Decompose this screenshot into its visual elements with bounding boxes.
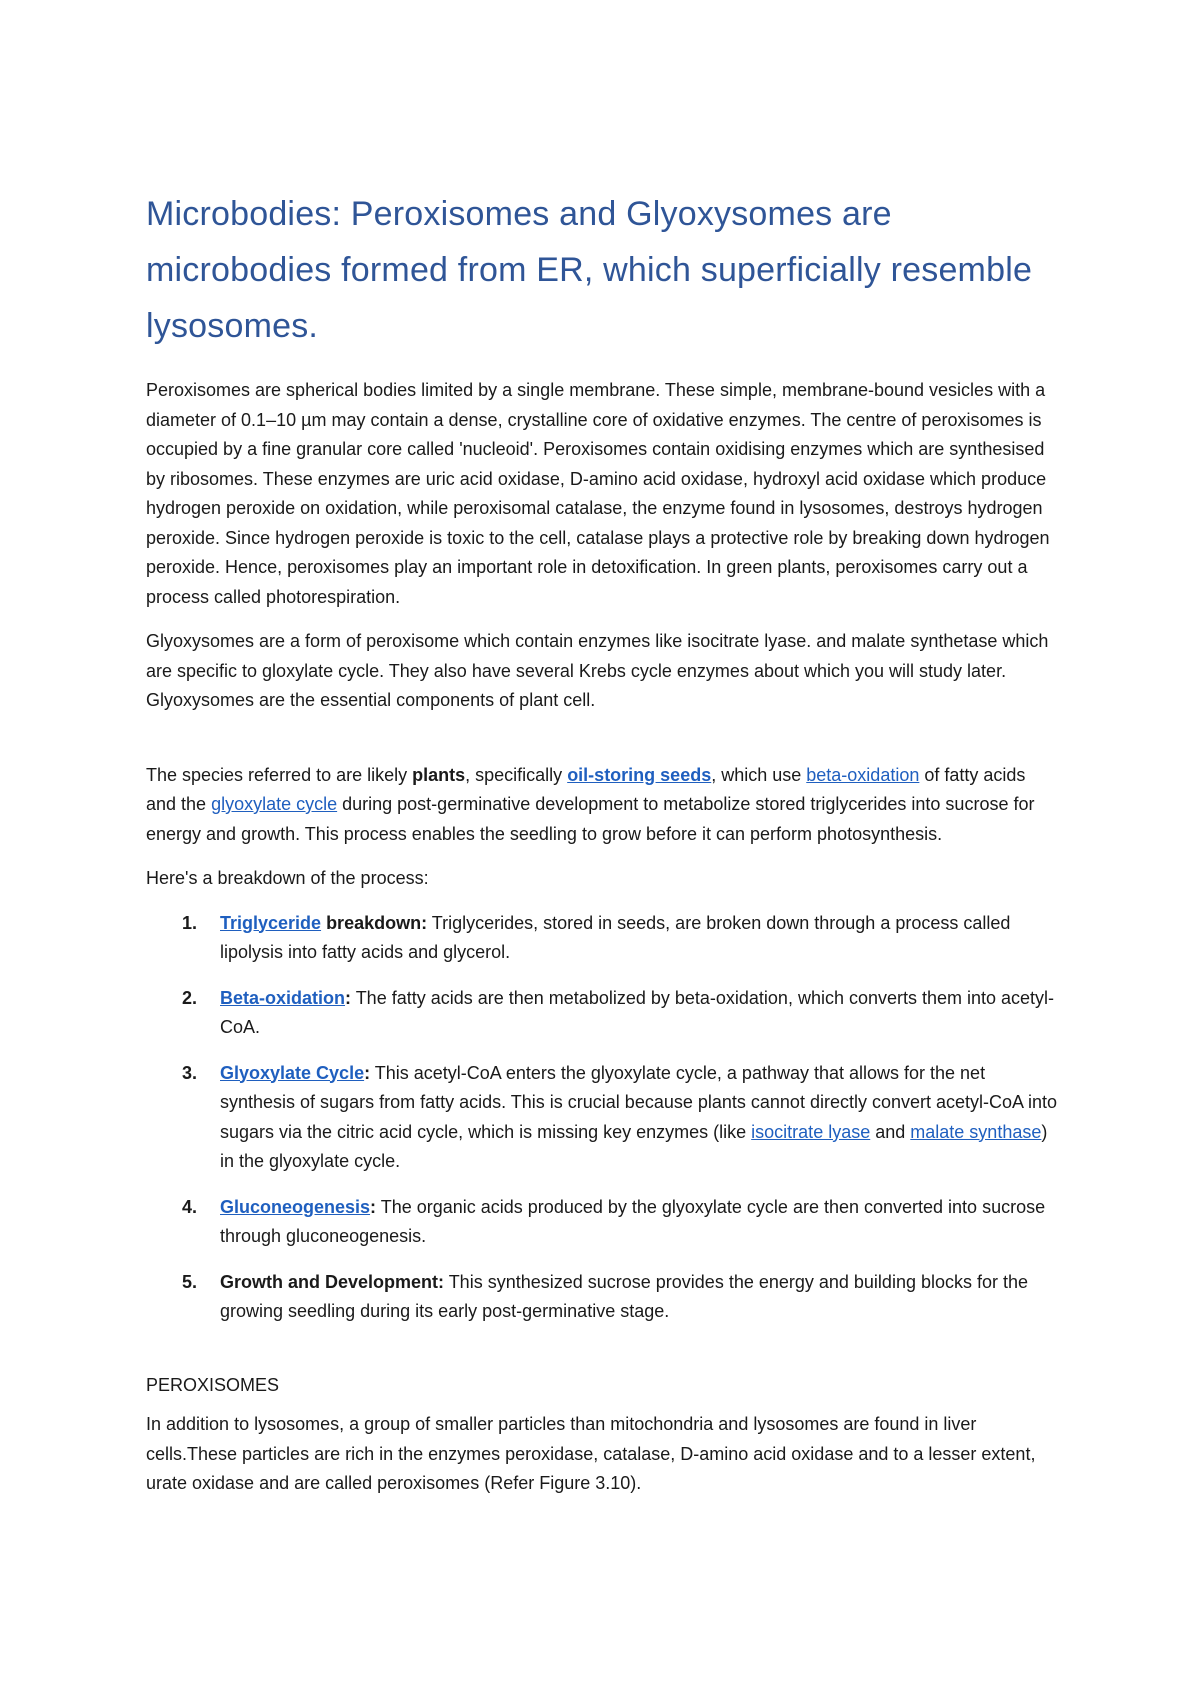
link-glyoxylate-cycle-step[interactable]: Glyoxylate Cycle	[220, 1062, 365, 1083]
step-text: ) in the glyoxylate cycle.	[220, 1121, 1048, 1171]
link-triglyceride[interactable]: Triglyceride	[220, 912, 322, 933]
link-glyoxylate-cycle[interactable]: glyoxylate cycle	[211, 794, 338, 814]
list-number: 1.	[182, 912, 198, 933]
bold-label: :	[370, 1196, 377, 1217]
bold-label: :	[364, 1062, 371, 1083]
link-malate-synthase[interactable]: malate synthase	[910, 1121, 1042, 1142]
step-text: This acetyl-CoA enters the glyoxylate cycle, a pathway that allows for the net synthesis of sugars from fatty acids. This is crucial because plants cannot directly convert acetyl-CoA into sugars via the citric acid cycle, which is missing key enzymes (like	[220, 1062, 1058, 1142]
list-item	[146, 984, 1060, 1043]
link-beta-oxidation-step[interactable]: Beta-oxidation	[220, 987, 346, 1008]
text-fragment: , specifically	[465, 764, 568, 785]
text-fragment: during post-germinative development to metabolize stored triglycerides into sucrose for energy and growth. This process enables the seedling to grow before it can perform photosynthesis.	[146, 794, 1035, 844]
text-fragment: , which use	[711, 764, 807, 785]
section-heading-peroxisomes: PEROXISOMES	[146, 1374, 280, 1395]
paragraph-glyoxysomes: Glyoxysomes are a form of peroxisome which contain enzymes like isocitrate lyase. and malate synthetase which are specific to gloxylate cycle. They also have several Krebs cycle enzymes about which you will study later. Glyoxysomes are the essential components of plant cell.	[146, 631, 1049, 710]
link-isocitrate-lyase[interactable]: isocitrate lyase	[751, 1121, 871, 1142]
list-item	[146, 1059, 1060, 1177]
list-number: 2.	[182, 987, 198, 1008]
document-page	[146, 186, 1060, 1514]
bold-label: Growth and Development:	[220, 1271, 445, 1292]
step-text: and	[870, 1121, 911, 1142]
spacer	[146, 731, 1060, 761]
paragraph-breakdown-intro: Here's a breakdown of the process:	[146, 868, 429, 888]
list-number: 3.	[182, 1062, 198, 1083]
list-item	[146, 909, 1060, 968]
paragraph-species	[146, 761, 1060, 850]
step-text: The fatty acids are then metabolized by beta-oxidation, which converts them into acetyl-CoA.	[220, 987, 1055, 1037]
text-fragment: The species referred to are likely	[146, 764, 413, 785]
step-text: This synthesized sucrose provides the energy and building blocks for the growing seedling during its early post-germinative stage.	[220, 1271, 1029, 1321]
bold-label: :	[345, 987, 352, 1008]
list-item	[146, 1268, 1060, 1327]
link-beta-oxidation[interactable]: beta-oxidation	[806, 764, 920, 785]
list-number: 4.	[182, 1196, 198, 1217]
step-text: The organic acids produced by the glyoxylate cycle are then converted into sucrose through gluconeogenesis.	[220, 1196, 1046, 1246]
link-gluconeogenesis[interactable]: Gluconeogenesis	[220, 1196, 371, 1217]
link-oil-storing-seeds[interactable]: oil-storing seeds	[567, 764, 712, 785]
paragraph-liver-peroxisomes: In addition to lysosomes, a group of smaller particles than mitochondria and lysosomes are found in liver cells.These particles are rich in the enzymes peroxidase, catalase, D-amino acid oxidase and to a lesser extent, urate oxidase and are called peroxisomes (Refer Figure 3.10).	[146, 1414, 1036, 1493]
process-steps-list	[146, 909, 1060, 1327]
step-text: Triglycerides, stored in seeds, are broken down through a process called lipolysis into fatty acids and glycerol.	[220, 912, 1011, 962]
bold-plants: plants	[412, 764, 466, 785]
page-title: Microbodies: Peroxisomes and Glyoxysomes are microbodies formed from ER, which superficially resemble lysosomes.	[146, 195, 1033, 345]
paragraph-peroxisomes: Peroxisomes are spherical bodies limited by a single membrane. These simple, membrane-bound vesicles with a diameter of 0.1–10 µm may contain a dense, crystalline core of oxidative enzymes. The centre of peroxisomes is occupied by a fine granular core called 'nucleoid'. Peroxisomes contain oxidising enzymes which are synthesised by ribosomes. These enzymes are uric acid oxidase, D-amino acid oxidase, hydroxyl acid oxidase which produce hydrogen peroxide on oxidation, while peroxisomal catalase, the enzyme found in lysosomes, destroys hydrogen peroxide. Since hydrogen peroxide is toxic to the cell, catalase plays a protective role by breaking down hydrogen peroxide. Hence, peroxisomes play an important role in detoxification. In green plants, peroxisomes carry out a process called photorespiration.	[146, 380, 1050, 607]
list-item	[146, 1193, 1060, 1252]
list-number: 5.	[182, 1271, 198, 1292]
bold-label: breakdown:	[321, 912, 428, 933]
text-fragment: of fatty acids and the	[146, 764, 1026, 814]
